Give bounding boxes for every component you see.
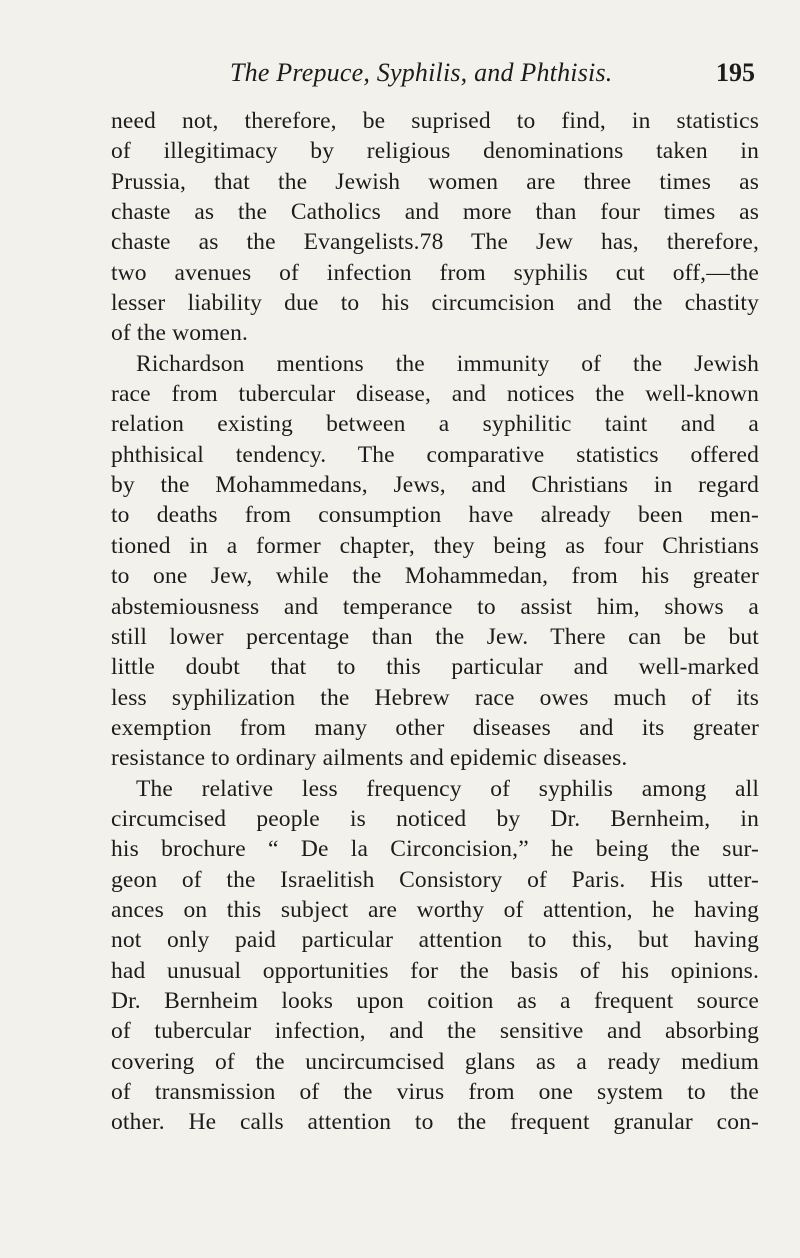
text-line: little doubt that to this particular and well-marked [111, 654, 759, 681]
text-line: Richardson mentions the immunity of the Jewish [136, 350, 759, 377]
text-line: of the women. [111, 320, 249, 347]
text-line: ances on this subject are worthy of attention, he having [111, 896, 759, 923]
text-line: relation existing between a syphilitic taint and a [111, 411, 759, 438]
text-line: of tubercular infection, and the sensitive and absorbing [111, 1018, 759, 1045]
text-line: his brochure “ De la Circoncision,” he being the sur- [111, 836, 759, 863]
text-line: race from tubercular disease, and notices the well-known [111, 381, 759, 408]
text-line: had unusual opportunities for the basis of his opinions. [111, 957, 759, 984]
running-head [110, 58, 755, 92]
text-line: tioned in a former chapter, they being as four Christians [111, 532, 759, 559]
text-line: by the Mohammedans, Jews, and Christians in regard [111, 472, 759, 499]
text-line: of illegitimacy by religious denominations taken in [111, 138, 759, 165]
text-line: geon of the Israelitish Consistory of Paris. His utter- [111, 866, 759, 893]
text-line: other. He calls attention to the frequent granular con- [111, 1109, 759, 1136]
text-line: two avenues of infection from syphilis cut off,—the [111, 259, 759, 286]
text-line: resistance to ordinary ailments and epidemic diseases. [111, 745, 628, 772]
text-line: less syphilization the Hebrew race owes much of its [111, 684, 759, 711]
text-line: chaste as the Evangelists.78 The Jew has, therefore, [111, 229, 759, 256]
text-line: to deaths from consumption have already been men- [111, 502, 759, 529]
text-line: abstemiousness and temperance to assist him, shows a [111, 593, 759, 620]
text-line: phthisical tendency. The comparative statistics offered [111, 441, 759, 468]
text-line: exemption from many other diseases and its greater [111, 714, 759, 741]
text-line: Prussia, that the Jewish women are three times as [111, 168, 759, 195]
body-text [111, 106, 759, 1138]
paragraph-2 [111, 349, 759, 774]
running-title: The Prepuce, Syphilis, and Phthisis. [230, 58, 613, 87]
paragraph-3 [111, 774, 759, 1138]
text-line: Dr. Bernheim looks upon coition as a frequent source [111, 987, 759, 1014]
page-number: 195 [716, 58, 755, 87]
text-line: need not, therefore, be suprised to find, in statistics [111, 108, 759, 134]
text-line: covering of the uncircumcised glans as a ready medium [111, 1048, 759, 1075]
text-line: not only paid particular attention to this, but having [111, 927, 759, 954]
text-line: still lower percentage than the Jew. There can be but [111, 623, 759, 650]
text-line: The relative less frequency of syphilis among all [136, 775, 759, 802]
text-line: circumcised people is noticed by Dr. Bernheim, in [111, 805, 759, 832]
text-line: lesser liability due to his circumcision and the chastity [111, 290, 759, 317]
text-line: of transmission of the virus from one system to the [111, 1079, 759, 1105]
text-line: to one Jew, while the Mohammedan, from his greater [111, 563, 759, 590]
paragraph-1 [111, 106, 759, 349]
text-line: chaste as the Catholics and more than four times as [111, 199, 759, 226]
